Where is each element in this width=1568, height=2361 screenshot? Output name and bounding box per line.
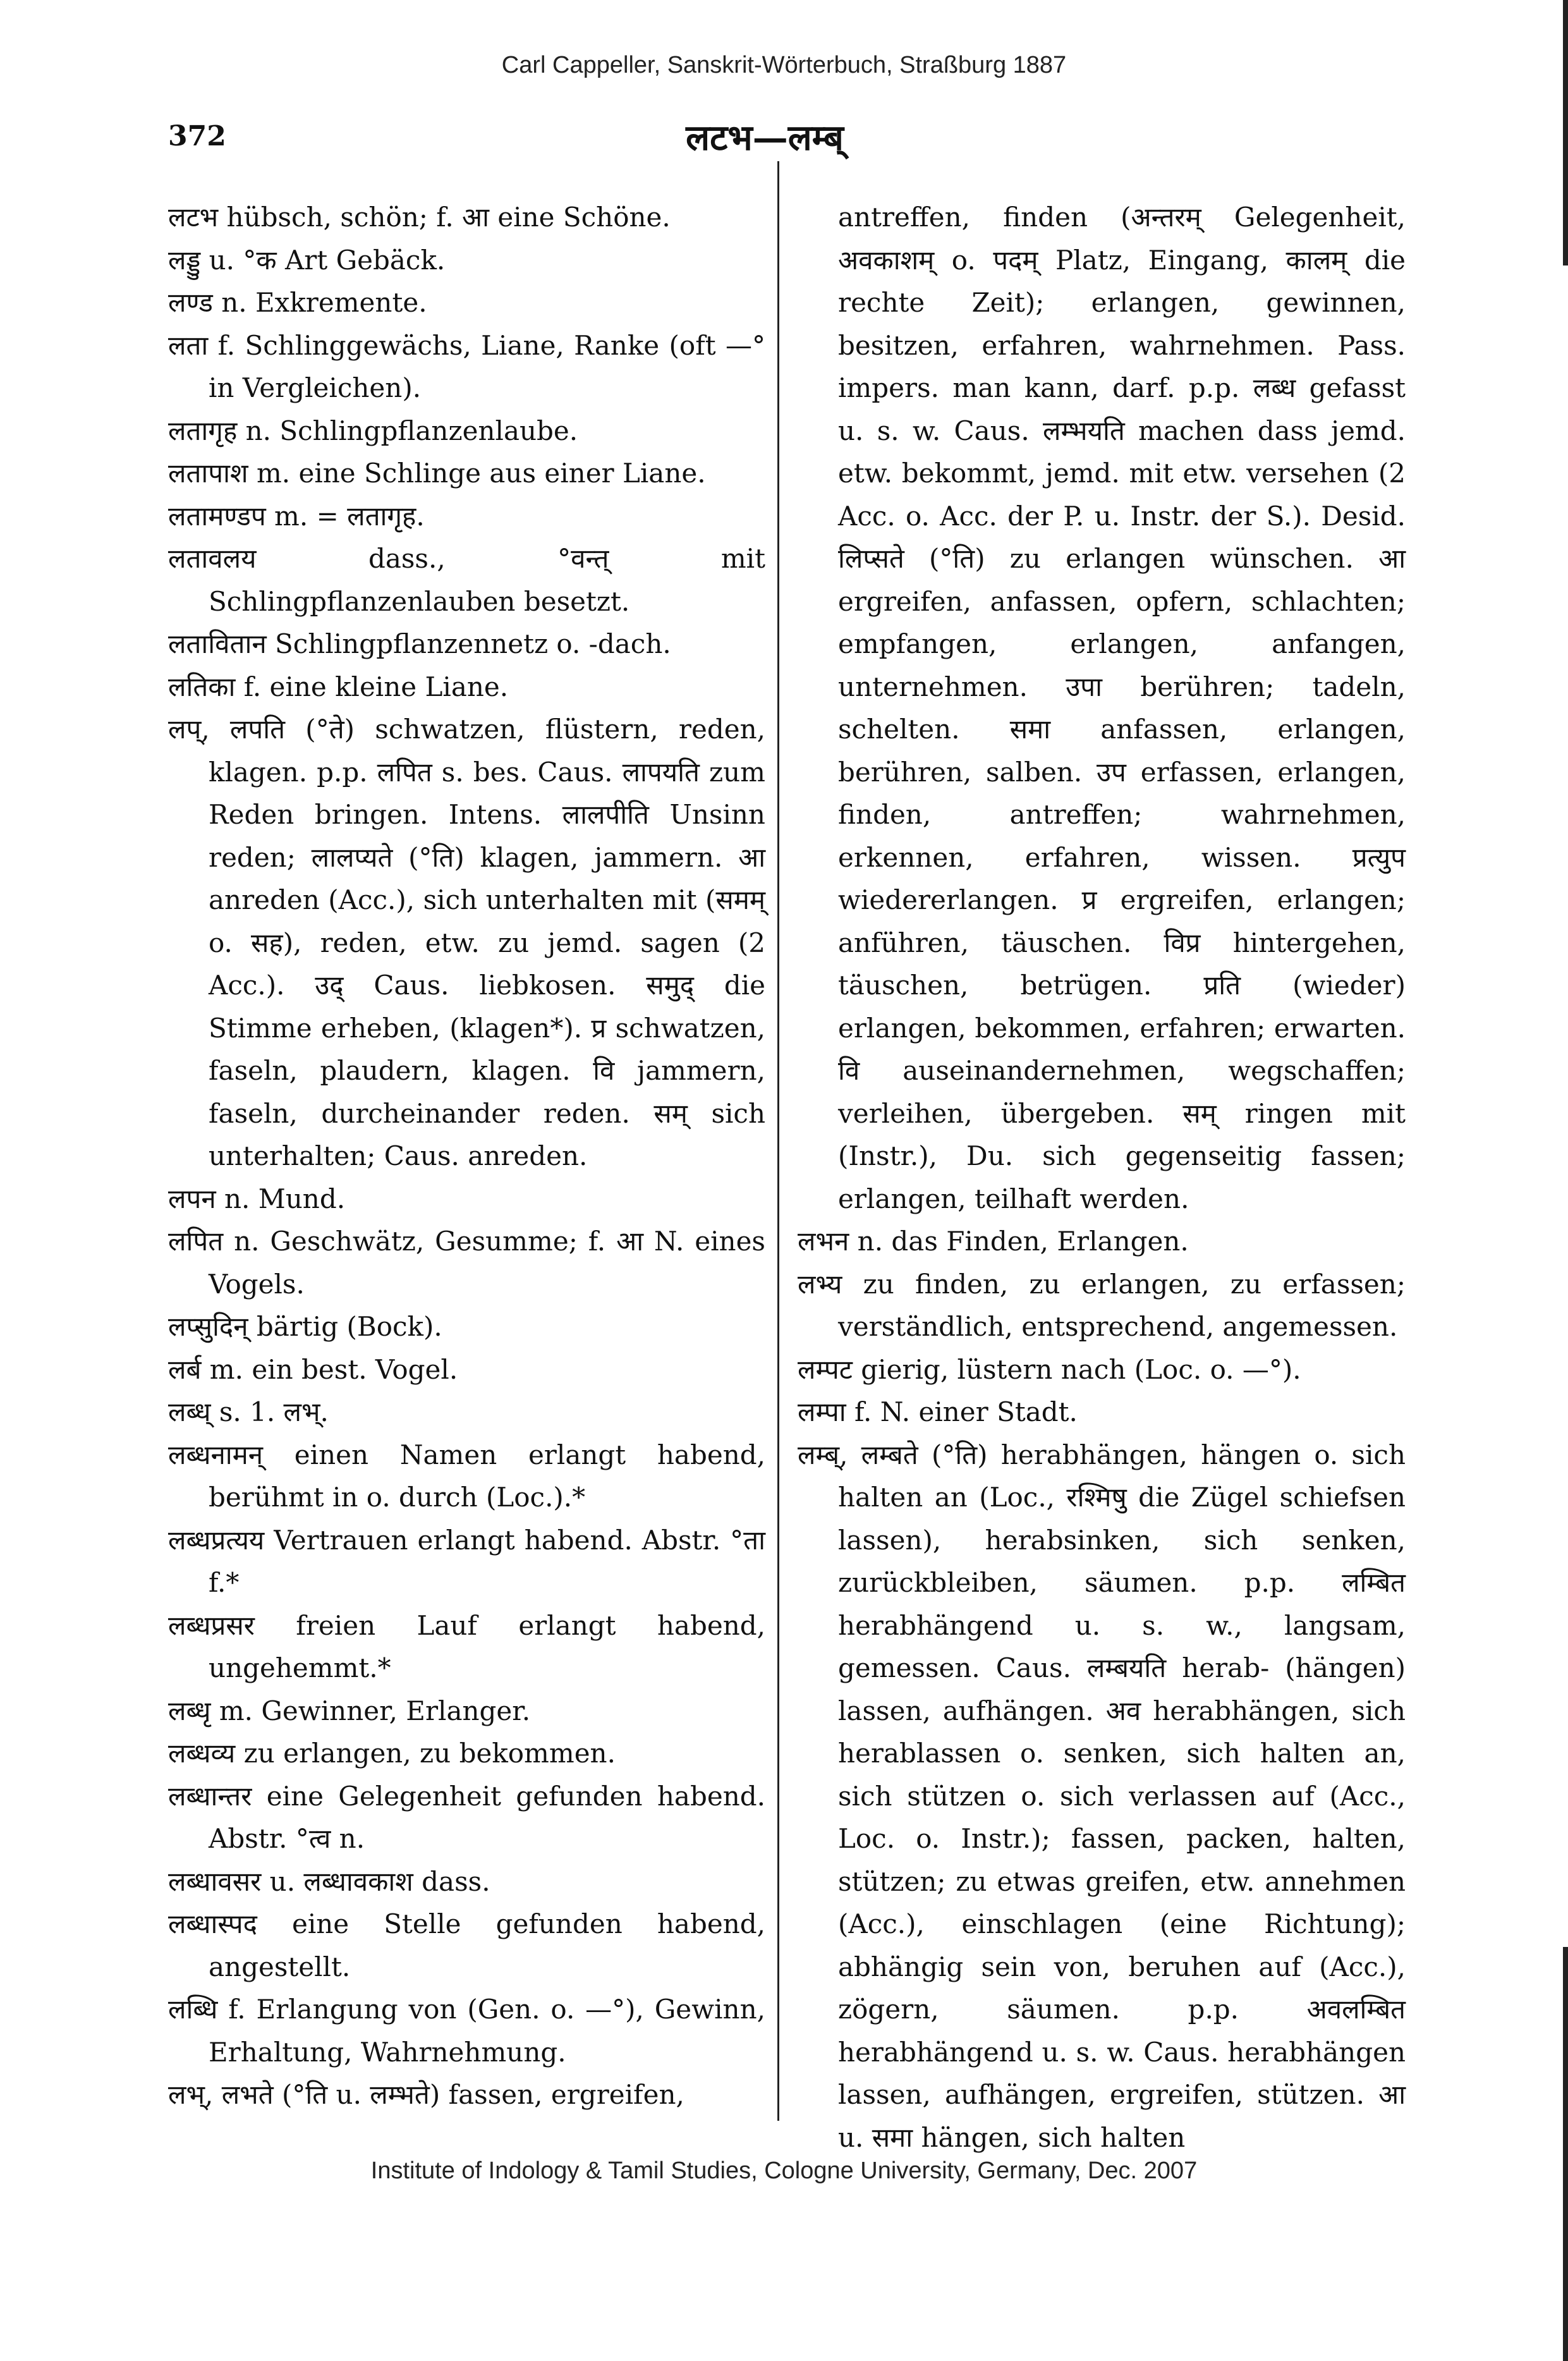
dictionary-entry: लर्ब m. ein best. Vogel. [168,1353,458,1385]
dictionary-entry: लब्धान्तर eine Gelegenheit gefunden habend. Abstr. °त्व n. [168,1780,765,1854]
dictionary-entry: लब्धव्य zu erlangen, zu bekommen. [168,1738,616,1769]
dictionary-entry: लब्धनामन् einen Namen erlangt habend, berühmt in o. durch (Loc.).* [168,1439,765,1513]
dictionary-entry: लब्धि f. Erlangung von (Gen. o. —°), Gewinn, Erhaltung, Wahrnehmung. [168,1994,765,2068]
dictionary-entry: लपित n. Geschwätz, Gesumme; f. आ N. eines Vogels. [168,1226,765,1300]
dictionary-entry: लब्धृ m. Gewinner, Erlanger. [168,1695,531,1726]
right-column [798,196,1406,2159]
page-number: 372 [168,120,226,152]
dictionary-entry: लप्सुदिन् bärtig (Bock). [168,1311,442,1342]
dictionary-entry: लभ्य zu finden, zu erlangen, zu erfassen; verständlich, entsprechend, angemessen. [798,1268,1406,1342]
dictionary-entry: लतिका f. eine kleine Liane. [168,671,509,702]
dictionary-entry: लभन n. das Finden, Erlangen. [798,1226,1189,1257]
column-divider [777,161,779,2121]
dictionary-entry: लपन n. Mund. [168,1183,346,1214]
dictionary-entry: लभ्, लभते (°ति u. लम्भते) fassen, ergreifen, [168,2079,684,2110]
header-credit: Carl Cappeller, Sanskrit-Wörterbuch, Straßburg 1887 [501,52,1067,78]
dictionary-entry: लटभ hübsch, schön; f. आ eine Schöne. [168,202,671,233]
footer-credit: Institute of Indology & Tamil Studies, Cologne University, Germany, Dec. 2007 [370,2157,1198,2184]
left-column [168,196,765,2116]
dictionary-entry: लम्ब्, लम्बते (°ति) herabhängen, hängen o. sich halten an (Loc., रश्मिषु die Zügel schiefsen lassen), herabsinken, sich senken, zurückbleiben, säumen. p.p. लम्बित herabhängend u. s. w., langsam, gemessen. Caus. लम्बयति herab- (hängen) lassen, aufhängen. अव herabhängen, sich herablassen o. senken, sich halten an, sich stützen o. sich verlassen auf (Acc., Loc. o. Instr.); fassen, packen, halten, stützen; zu etwas greifen, etw. annehmen (Acc.), einschlagen (eine Richtung); abhängig sein von, beruhen auf (Acc.), zögern, säumen. p.p. अवलम्बित herabhängend u. s. w. Caus. herabhängen lassen, aufhängen, ergreifen, stützen. आ u. समा hängen, sich halten [798,1439,1406,2153]
dictionary-entry: लब्धप्रत्यय Vertrauen erlangt habend. Abstr. °ता f.* [168,1524,765,1598]
dictionary-entry: लतामण्डप m. = लतागृह. [168,500,425,532]
dictionary-entry: लब्धप्रसर freien Lauf erlangt habend, ungehemmt.* [168,1609,765,1683]
dictionary-entry: लब्ध् s. 1. लभ्. [168,1396,329,1427]
dictionary-entry: लम्पा f. N. einer Stadt. [798,1396,1078,1427]
dictionary-entry-continued: antreffen, finden (अन्तरम् Gelegenheit, अवकाशम् o. पदम् Platz, Eingang, कालम् die rechte Zeit); erlangen, gewinnen, besitzen, erfahren, wahrnehmen. Pass. impers. man kann, darf. p.p. लब्ध gefasst u. s. w. Caus. लम्भयति machen dass jemd. etw. bekommt, jemd. mit etw. versehen (2 Acc. o. Acc. der P. u. Instr. der S.). Desid. लिप्सते (°ति) zu erlangen wünschen. आ ergreifen, anfassen, opfern, schlachten; empfangen, erlangen, anfangen, unternehmen. उपा berühren; tadeln, schelten. समा anfassen, erlangen, berühren, salben. उप erfassen, erlangen, finden, antreffen; wahrnehmen, erkennen, erfahren, wissen. प्रत्युप wiedererlangen. प्र ergreifen, erlangen; anführen, täuschen. विप्र hintergehen, täuschen, betrügen. प्रति (wieder) erlangen, bekommen, erfahren; erwarten. वि auseinandernehmen, wegschaffen; verleihen, übergeben. सम् ringen mit (Instr.), Du. sich gegenseitig fassen; erlangen, teilhaft werden. [838,202,1406,1214]
dictionary-entry: लतापाश m. eine Schlinge aus einer Liane. [168,458,706,489]
dictionary-entry: लड्डु u. °क Art Gebäck. [168,244,446,276]
dictionary-entry: लता f. Schlinggewächs, Liane, Ranke (oft —° in Vergleichen). [168,329,765,403]
scan-edge-top [1563,0,1568,265]
dictionary-entry: लतावितान Schlingpflanzennetz o. -dach. [168,628,671,659]
running-head: लटभ—लम्ब् [686,117,844,159]
dictionary-entry: लतागृह n. Schlingpflanzenlaube. [168,415,578,446]
dictionary-entry: लब्धास्पद eine Stelle gefunden habend, angestellt. [168,1908,765,1982]
scan-edge-bottom [1563,1947,1568,2361]
dictionary-entry: लण्ड n. Exkremente. [168,287,427,318]
dictionary-entry: लप्, लपति (°ते) schwatzen, flüstern, reden, klagen. p.p. लपित s. bes. Caus. लापयति zum Reden bringen. Intens. लालपीति Unsinn reden; लालप्यते (°ति) klagen, jammern. आ anreden (Acc.), sich unterhalten mit (समम् o. सह), reden, etw. zu jemd. sagen (2 Acc.). उद् Caus. liebkosen. समुद् die Stimme erheben, (klagen*). प्र schwatzen, faseln, plaudern, klagen. वि jammern, faseln, durcheinander reden. सम् sich unterhalten; Caus. anreden. [168,714,765,1171]
dictionary-entry: लब्धावसर u. लब्धावकाश dass. [168,1865,490,1897]
dictionary-entry: लम्पट gierig, lüstern nach (Loc. o. —°). [798,1353,1301,1385]
dictionary-entry: लतावलय dass., °वन्त् mit Schlingpflanzenlauben besetzt. [168,543,765,617]
